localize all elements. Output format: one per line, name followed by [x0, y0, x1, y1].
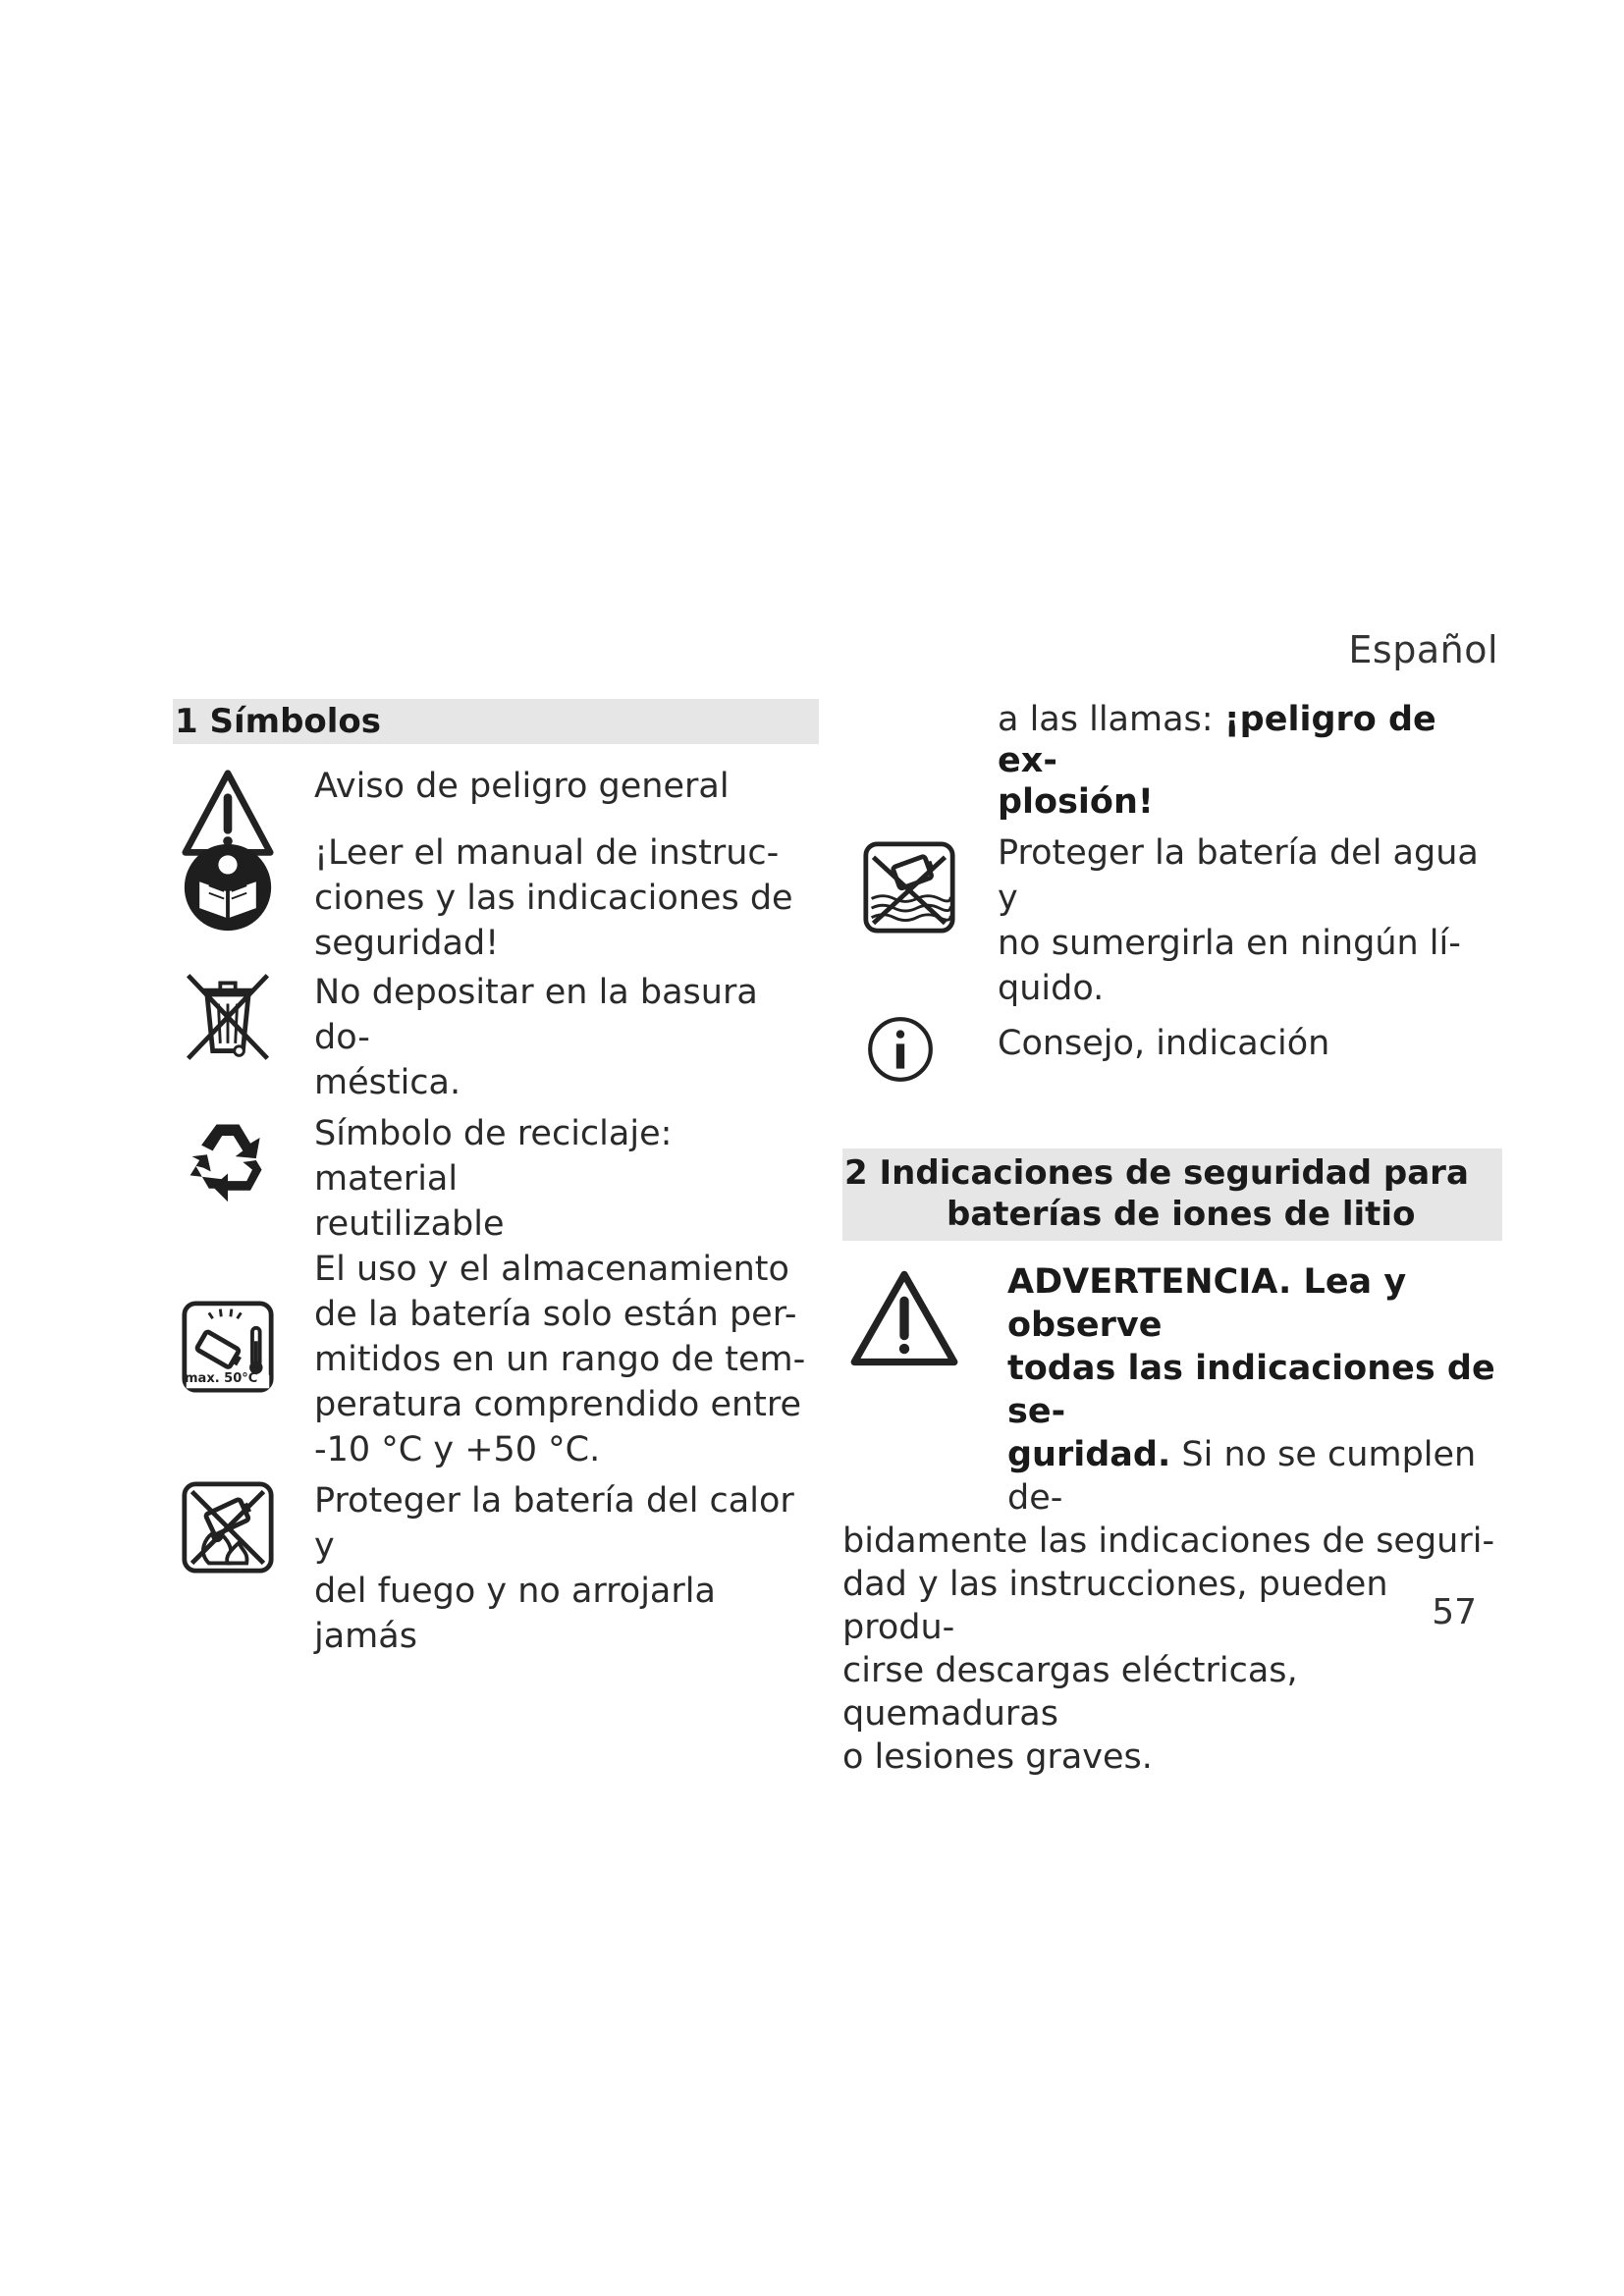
warning-triangle-icon [848, 1268, 960, 1370]
fire-warning-continuation: a las llamas: ¡peligro de ex- plosión! [998, 700, 1436, 822]
temperature-range-icon [181, 1300, 275, 1394]
symbol-item-no-household-waste: No depositar en la basura do- méstica. [173, 970, 819, 1105]
section-2-heading: 2 Indicaciones de seguridad para baterías de iones de litio [842, 1148, 1502, 1241]
no-water-icon [862, 840, 956, 934]
recycle-icon [181, 1113, 275, 1207]
info-icon [866, 1015, 935, 1084]
no-fire-icon [181, 1480, 275, 1575]
temperature-icon-label: max. 50°C [185, 1371, 258, 1386]
symbol-item-no-fire: Proteger la batería del calor y del fuego y no arrojarla jamás [173, 1478, 819, 1659]
language-label: Español [1348, 628, 1498, 671]
lithium-battery-warning: ADVERTENCIA. Lea y observe todas las indicaciones de se- guridad. Si no se cumplen de- bidamente las indicaciones de seguri- dad y las instrucciones, pueden produ- cirse descargas eléctricas, quemaduras o lesiones graves. [842, 1262, 1495, 1777]
left-column [173, 699, 819, 1659]
section-1-heading: 1 Símbolos [173, 699, 819, 744]
symbol-item-tip: Consejo, indicación [842, 1021, 1502, 1066]
right-column [842, 699, 1502, 1779]
page-number: 57 [1432, 1592, 1477, 1632]
read-manual-icon [181, 840, 275, 934]
crossed-bin-icon [181, 970, 275, 1064]
symbol-item-recycling: Símbolo de reciclaje: material reutilizable [173, 1111, 819, 1247]
symbol-item-temperature-range: max. 50°C El uso y el almacenamiento de la batería solo están per- mitidos en un rango de tem- peratura comprendido entre -10 °C y +50 °C. [173, 1247, 819, 1472]
symbol-item-read-manual: ¡Leer el manual de instruc- ciones y las indicaciones de seguridad! [173, 830, 819, 966]
symbol-item-general-warning: Aviso de peligro general [173, 764, 819, 809]
symbol-item-no-water: Proteger la batería del agua y no sumergirla en ningún lí- quido. [842, 830, 1502, 1011]
